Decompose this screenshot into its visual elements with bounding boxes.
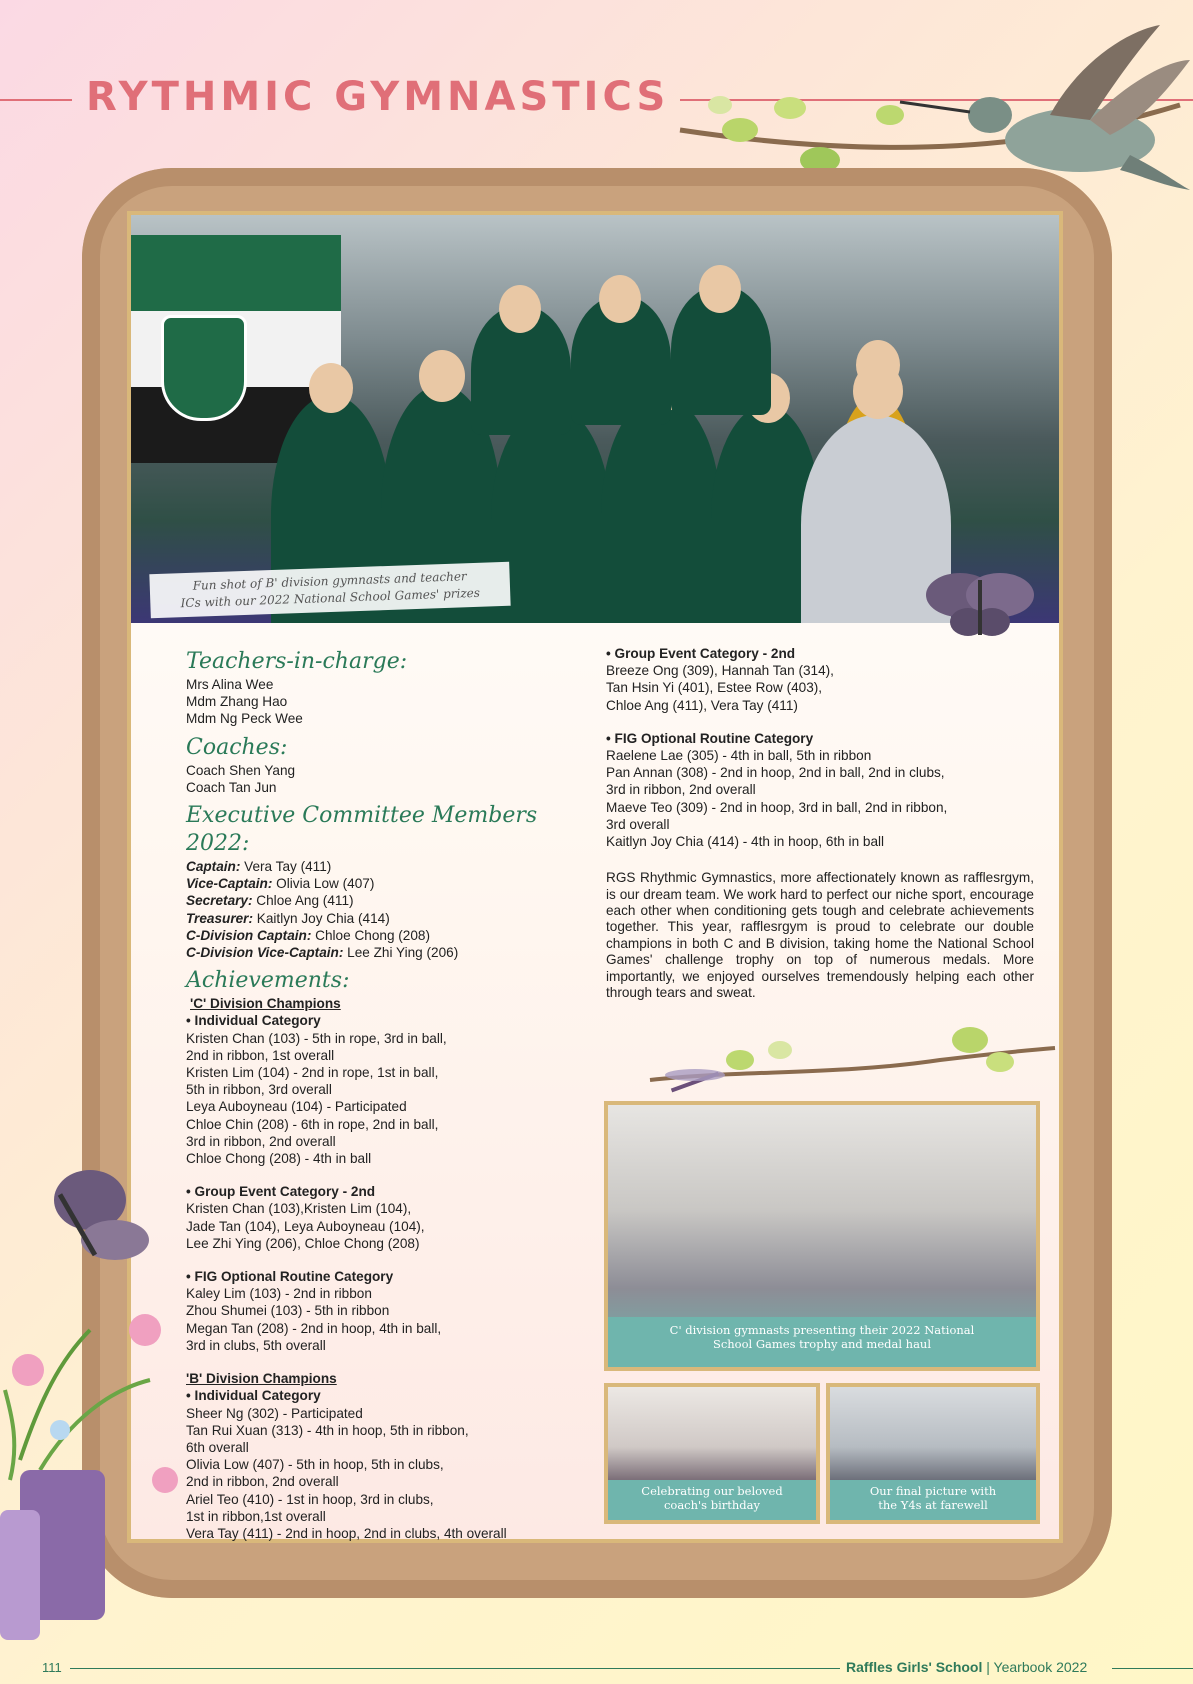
result-line: Megan Tan (208) - 2nd in hoop, 4th in ball, <box>186 1320 442 1336</box>
result-line: Tan Rui Xuan (313) - 4th in hoop, 5th in ribbon, <box>186 1422 469 1438</box>
result-line: Breeze Ong (309), Hannah Tan (314), <box>606 663 834 679</box>
result-line: 5th in ribbon, 3rd overall <box>186 1082 332 1098</box>
teachers-heading: Teachers-in-charge: <box>186 649 408 674</box>
birthday-photo <box>604 1383 820 1524</box>
result-line: Vera Tay (411) - 2nd in hoop, 2nd in clubs, 4th overall <box>186 1525 507 1541</box>
b-group-heading: • Group Event Category - 2nd <box>606 646 796 661</box>
result-line: 2nd in ribbon, 2nd overall <box>186 1474 339 1490</box>
result-line: Pan Annan (308) - 2nd in hoop, 2nd in ball, 2nd in clubs, <box>606 765 945 781</box>
result-line: Olivia Low (407) - 5th in hoop, 5th in clubs, <box>186 1457 444 1473</box>
result-line: 6th overall <box>186 1439 249 1455</box>
result-line: Chloe Ang (411), Vera Tay (411) <box>606 697 798 713</box>
result-line: Raelene Lae (305) - 4th in ball, 5th in ribbon <box>606 748 872 764</box>
footer-text <box>846 1659 1087 1675</box>
result-line: Lee Zhi Ying (206), Chloe Chong (208) <box>186 1235 420 1251</box>
teacher-name: Mdm Zhang Hao <box>186 694 288 710</box>
result-line: 1st in ribbon,1st overall <box>186 1508 326 1524</box>
footer-rule-left <box>70 1668 840 1669</box>
result-line: Kristen Lim (104) - 2nd in rope, 1st in ball, <box>186 1065 439 1081</box>
left-column <box>186 642 566 1542</box>
exco-member: Secretary: Chloe Ang (411) <box>186 893 354 909</box>
exco-member: Treasurer: Kaitlyn Joy Chia (414) <box>186 910 390 926</box>
branch-dragonfly-illustration <box>640 1020 1060 1110</box>
school-crest-icon <box>161 315 247 421</box>
c-group-heading: • Group Event Category - 2nd <box>186 1184 376 1200</box>
footer-school: Raffles Girls' School <box>846 1659 983 1675</box>
result-line: Chloe Chong (208) - 4th in ball <box>186 1151 372 1167</box>
result-line: Kaley Lim (103) - 2nd in ribbon <box>186 1286 372 1302</box>
result-line: Ariel Teo (410) - 1st in hoop, 3rd in clubs, <box>186 1491 434 1507</box>
c-fig-heading: • FIG Optional Routine Category <box>186 1269 394 1285</box>
result-line: Kristen Chan (103),Kristen Lim (104), <box>186 1201 412 1217</box>
b-fig-heading: • FIG Optional Routine Category <box>606 730 814 746</box>
footer-yearbook: Yearbook 2022 <box>993 1659 1088 1675</box>
result-line: Maeve Teo (309) - 2nd in hoop, 3rd in ball, 2nd in ribbon, <box>606 799 948 815</box>
teacher-name: Mrs Alina Wee <box>186 677 274 692</box>
exco-member: Vice-Captain: Olivia Low (407) <box>186 876 375 892</box>
title-rule-left <box>0 99 72 101</box>
team-description: RGS Rhythmic Gymnastics, more affectionately known as rafflesrgym, is our dream team. We work hard to perfect our niche sport, encourage each other when conditioning gets tough and celebrate achievements together. This year, rafflesrgym is proud to celebrate our double champions in both C and B division, taking home the National School Games' challenge trophy on top of numerous medals. More importantly, we enjoyed ourselves tremendously helping each other through tears and sweat. <box>606 870 1034 1001</box>
result-line: Kaitlyn Joy Chia (414) - 4th in hoop, 6th in ball <box>606 834 885 850</box>
coaches-heading: Coaches: <box>186 734 288 760</box>
footer-rule-right <box>1112 1668 1193 1669</box>
exco-member: C-Division Captain: Chloe Chong (208) <box>186 927 431 943</box>
achievements-heading: Achievements: <box>186 968 350 994</box>
result-line: Jade Tan (104), Leya Auboyneau (104), <box>186 1218 425 1234</box>
result-line: Leya Auboyneau (104) - Participated <box>186 1099 407 1115</box>
butterfly-left-icon <box>20 1160 150 1280</box>
page-title: RYTHMIC GYMNASTICS <box>86 74 670 120</box>
birthday-caption: Celebrating our beloved coach's birthday <box>608 1480 816 1520</box>
c-individual-heading: • Individual Category <box>186 1013 321 1029</box>
teacher-name: Mdm Ng Peck Wee <box>186 711 303 727</box>
result-line: Kristen Chan (103) - 5th in rope, 3rd in ball, <box>186 1030 447 1046</box>
result-line: Chloe Chin (208) - 6th in rope, 2nd in ball, <box>186 1116 439 1132</box>
result-line: Sheer Ng (302) - Participated <box>186 1405 363 1421</box>
c-division-caption: C' division gymnasts presenting their 2022 National School Games trophy and medal haul <box>608 1317 1036 1367</box>
result-line: 3rd in ribbon, 2nd overall <box>186 1133 336 1149</box>
result-line: Zhou Shumei (103) - 5th in ribbon <box>186 1303 390 1319</box>
result-line: 3rd overall <box>606 816 670 832</box>
butterfly-icon <box>920 560 1040 650</box>
footer-separator: | <box>982 1659 994 1675</box>
page-number: 111 <box>42 1660 62 1675</box>
right-column <box>606 645 1036 1001</box>
result-line: Tan Hsin Yi (401), Estee Row (403), <box>606 680 823 696</box>
result-line: 3rd in ribbon, 2nd overall <box>606 782 756 798</box>
coach-name: Coach Tan Jun <box>186 779 277 795</box>
teacher-head <box>853 363 903 419</box>
flower-pot-illustration <box>0 1300 180 1640</box>
exco-member: C-Division Vice-Captain: Lee Zhi Ying (206) <box>186 945 459 961</box>
hero-caption: Fun shot of B' division gymnasts and teacher ICs with our 2022 National School Games' prizes <box>149 562 510 619</box>
b-individual-heading: • Individual Category <box>186 1388 321 1404</box>
c-division-title: 'C' Division Champions <box>190 996 341 1012</box>
coach-name: Coach Shen Yang <box>186 762 296 778</box>
farewell-photo <box>826 1383 1040 1524</box>
c-division-photo <box>604 1101 1040 1371</box>
result-line: 3rd in clubs, 5th overall <box>186 1337 326 1353</box>
exco-member: Captain: Vera Tay (411) <box>186 859 332 875</box>
b-division-title: 'B' Division Champions <box>186 1371 337 1387</box>
result-line: 2nd in ribbon, 1st overall <box>186 1047 335 1063</box>
exco-heading: Executive Committee Members 2022: <box>186 803 538 857</box>
farewell-caption: Our final picture with the Y4s at farewell <box>830 1480 1036 1520</box>
